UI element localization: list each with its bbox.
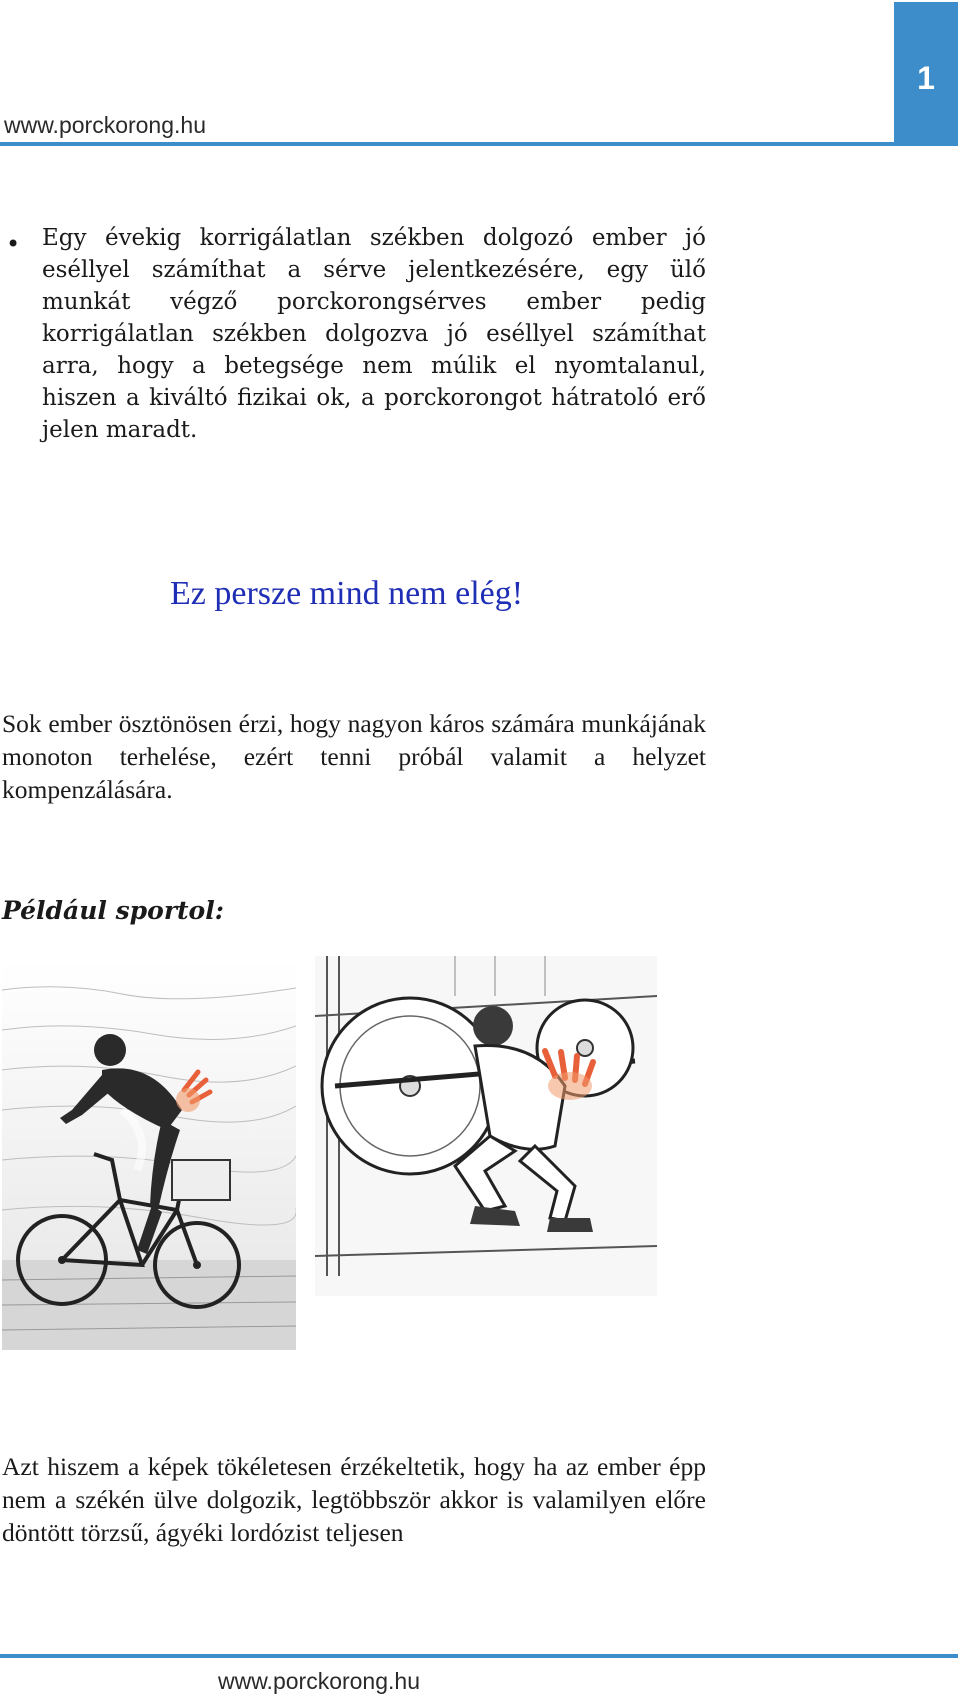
bullet-icon: • xyxy=(6,230,21,258)
header-divider xyxy=(0,142,958,146)
paragraph-explanation: Azt hiszem a képek tökéletesen érzékeltetik, hogy ha az ember épp nem a székén ülve dolgozik, legtöbbször akkor is valamilyen előre döntött törzsű, ágyéki lordózist teljesen xyxy=(2,1452,706,1547)
paragraph-compensation: Sok ember ösztönösen érzi, hogy nagyon káros számára munkájának monoton terhelése, ezért tenni próbál valamit a helyzet kompenzálására. xyxy=(2,709,706,804)
highlight-heading: Ez persze mind nem elég! xyxy=(170,575,524,612)
footer-divider xyxy=(0,1654,958,1658)
weightlifter-sketch-icon xyxy=(315,956,657,1296)
header-url: www.porckorong.hu xyxy=(4,112,206,138)
bullet-list-item xyxy=(0,222,720,446)
weightlifter-image xyxy=(315,956,657,1296)
footer-url: www.porckorong.hu xyxy=(218,1668,420,1694)
page-number-badge: 1 xyxy=(894,2,958,146)
cyclist-image xyxy=(2,960,296,1350)
bullet-text: Egy évekig korrigálatlan székben dolgozó ember jó eséllyel számíthat a sérve jelentkezésére, egy ülő munkát végző porckorongsérves ember pedig korrigálatlan székben dolgozva jó eséllyel számíthat arra, hogy a betegsége nem múlik el nyomtalanul, hiszen a kiváltó fizikai ok, a porckorongot hátratoló erő jelen maradt. xyxy=(42,225,706,443)
subheading-sport: Például sportol: xyxy=(2,896,224,925)
cyclist-sketch-icon xyxy=(2,960,296,1350)
